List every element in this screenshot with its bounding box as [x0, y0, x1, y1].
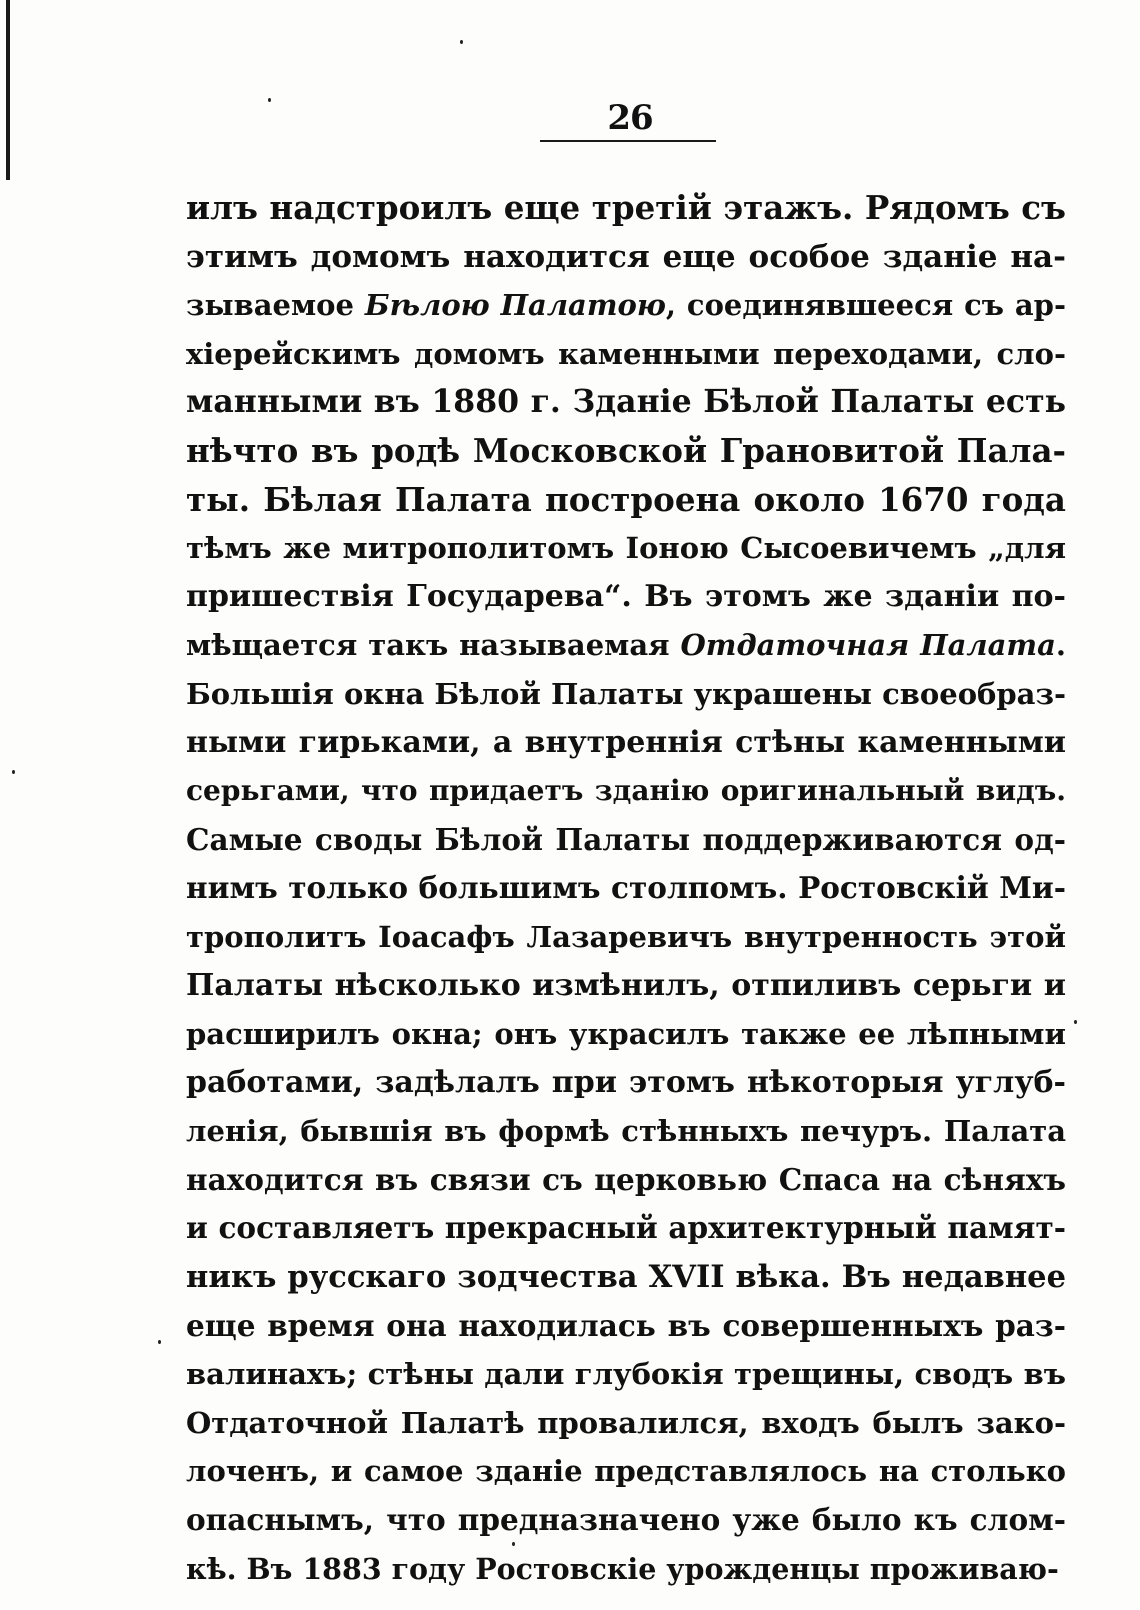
paper-speck	[1074, 1020, 1077, 1024]
paper-speck	[158, 1340, 161, 1344]
text-line: хіерейскимъ домомъ каменными переходами, сло-	[186, 336, 1066, 371]
text-line: ты. Бѣлая Палата построена около 1670 года	[186, 479, 1066, 519]
text-line: еще время она находилась въ совершенныхъ раз-	[186, 1307, 1066, 1343]
text-line: манными въ 1880 г. Зданіе Бѣлой Палаты есть	[186, 383, 1066, 421]
text-line: нимъ только большимъ столпомъ. Ростовскій Ми-	[186, 870, 1066, 906]
paper-speck	[268, 98, 271, 102]
text-line: опаснымъ, что предназначено уже было къ слом-	[186, 1502, 1066, 1538]
text-line: работами, задѣлалъ при этомъ нѣкоторыя углуб-	[186, 1064, 1066, 1100]
paper-speck	[12, 770, 15, 774]
text-line: Отдаточной Палатѣ провалился, входъ былъ зако-	[186, 1405, 1066, 1440]
text-run: , соединявшееся съ ар-	[665, 288, 1066, 323]
binding-edge	[6, 0, 10, 180]
italic-term-belaya-palata: Бѣлою Палатою	[364, 288, 666, 323]
text-line: и составляетъ прекрасный архитектурный памят-	[186, 1210, 1066, 1246]
text-line: илъ надстроилъ еще третій этажъ. Рядомъ съ	[186, 188, 1066, 227]
paper-speck	[512, 1542, 515, 1546]
text-line	[186, 621, 1066, 670]
text-line: кѣ. Въ 1883 году Ростовскіе урожденцы проживаю-	[186, 1551, 1059, 1586]
text-line	[186, 281, 1066, 330]
page-number: 26	[607, 98, 653, 138]
text-line: ными гирьками, а внутреннія стѣны каменными	[186, 724, 1066, 760]
text-line: расширилъ окна; онъ украсилъ также ее лѣпными	[186, 1017, 1066, 1052]
text-run: зываемое	[186, 288, 365, 323]
text-line: Палаты нѣсколько измѣнилъ, отпиливъ серьги и	[186, 967, 1066, 1003]
text-line: тѣмъ же митрополитомъ Іоною Сысоевичемъ „для	[186, 531, 1066, 566]
text-line: серьгами, что придаетъ зданію оригинальный видъ.	[186, 774, 1066, 808]
text-line: Большія окна Бѣлой Палаты украшены своеобраз-	[186, 676, 1066, 711]
text-line: ленія, бывшія въ формѣ стѣнныхъ печуръ. Палата	[186, 1114, 1066, 1149]
paper-speck	[460, 40, 463, 44]
text-line: нѣчто въ родѣ Московской Грановитой Пала-	[186, 430, 1066, 470]
text-line: Самые своды Бѣлой Палаты поддерживаются од-	[186, 821, 1066, 857]
text-run: .	[1055, 628, 1066, 663]
text-line: лоченъ, и самое зданіе представлялось на столько	[186, 1454, 1066, 1489]
text-line: никъ русскаго зодчества XVII вѣка. Въ недавнее	[186, 1259, 1066, 1296]
text-line: пришествія Государева“. Въ этомъ же зданіи по-	[186, 578, 1066, 614]
text-line: валинахъ; стѣны дали глубокія трещины, сводъ въ	[186, 1357, 1066, 1392]
text-line: находится въ связи съ церковью Спаса на сѣняхъ	[186, 1161, 1066, 1197]
body-text	[186, 184, 1066, 1593]
text-line: этимъ домомъ находится еще особое зданіе на-	[186, 238, 1066, 275]
page-number-rule	[540, 140, 716, 142]
italic-term-otdatochnaya-palata: Отдаточная Палата	[680, 628, 1056, 663]
text-run: мѣщается такъ называемая	[186, 628, 681, 663]
text-line: трополитъ Іоасафъ Лазаревичъ внутренность этой	[186, 919, 1066, 954]
